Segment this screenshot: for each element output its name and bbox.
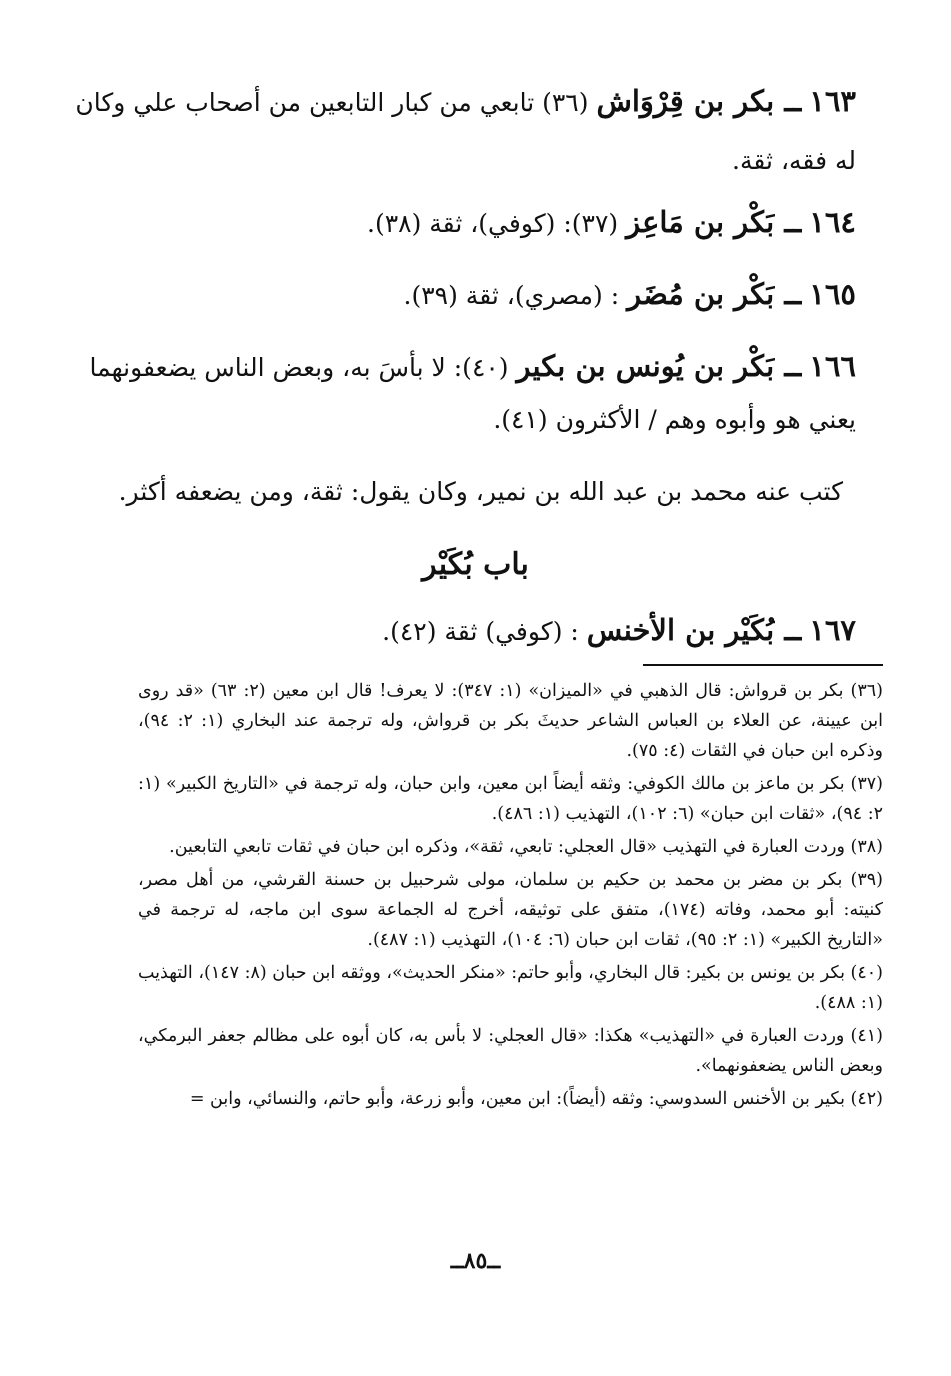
entry-number: ١٦٥ bbox=[809, 277, 856, 311]
entry-164: ١٦٤ ــ بَكْر بن مَاعِز (٣٧): (كوفي)، ثقة (٣٨). bbox=[367, 205, 856, 239]
footnote-40: (٤٠) بكر بن يونس بن بكير: قال البخاري، وأبو حاتم: «منكر الحديث»، ووثقه ابن حبان (٨: ١٤٧)، التهذيب (١: ٤٨٨). bbox=[138, 963, 883, 1013]
footnote-39: (٣٩) بكر بن مضر بن محمد بن حكيم بن سلمان، مولى شرحبيل بن حسنة القرشي، من أهل مصر، كنيته: أبو محمد، وفاته (١٧٤)، متفق على توثيقه، أخرج له الجماعة سوى ابن ماجه، له ترجمة في «التاريخ الكبير» (١: ٢: ٩٥)، ثقات ابن حبان (٦: ١٠٤)، التهذيب (١: ٤٨٧). bbox=[138, 870, 883, 950]
entry-163: ١٦٣ ــ بكر بن قِرْوَاش (٣٦) تابعي من كبار التابعين من أصحاب علي وكان له فقه، ثقة. bbox=[75, 84, 856, 175]
footnote-38: (٣٨) وردت العبارة في التهذيب «قال العجلي: تابعي، ثقة»، وذكره ابن حبان في ثقات تابعي التابعين. bbox=[169, 837, 883, 857]
footnotes bbox=[138, 676, 883, 1117]
entry-167: ١٦٧ ــ بُكَيْر بن الأخنس : (كوفي) ثقة (٤٢). bbox=[382, 613, 856, 647]
page-number: ــ٨٥ــ bbox=[450, 1248, 501, 1274]
entry-165: ١٦٥ ــ بَكْر بن مُضَر : (مصري)، ثقة (٣٩). bbox=[403, 277, 856, 311]
footnote-separator bbox=[643, 664, 883, 666]
entry-name: بَكْر بن مَاعِز bbox=[626, 205, 775, 239]
entry-text: (٤٠): لا بأسَ به، وبعض الناس يضعفونهما يعني هو وأبوه وهم / الأكثرون (٤١). bbox=[89, 353, 856, 434]
entry-number: ١٦٣ bbox=[809, 84, 856, 118]
entry-text: (٣٦) تابعي من كبار التابعين من أصحاب علي وكان له فقه، ثقة. bbox=[75, 88, 856, 175]
entry-166: ١٦٦ ــ بَكْر بن يُونس بن بكير (٤٠): لا بأسَ به، وبعض الناس يضعفونهما يعني هو وأبوه وهم / الأكثرون (٤١). bbox=[89, 349, 856, 434]
footnote-41: (٤١) وردت العبارة في «التهذيب» هكذا: «قال العجلي: لا بأس به، كان أبوه على مظالم جعفر البرمكي، وبعض الناس يضعفونهما». bbox=[138, 1026, 883, 1076]
entry-text: : (مصري)، ثقة (٣٩). bbox=[403, 281, 620, 310]
footnote-36: (٣٦) بكر بن قرواش: قال الذهبي في «الميزان» (١: ٣٤٧): لا يعرف! قال ابن معين (٢: ٦٣) «قد روى ابن عيينة، عن العلاء بن العباس الشاعر حديثَ بكر بن قرواش، وله ترجمة عند البخاري (١: ٢: ٩٤)، وذكره ابن حبان في الثقات (٤: ٧٥). bbox=[138, 681, 883, 761]
entry-name: بَكْر بن يُونس بن بكير bbox=[516, 349, 775, 383]
entry-number: ١٦٦ bbox=[809, 349, 856, 383]
footnote-37: (٣٧) بكر بن ماعز بن مالك الكوفي: وثقه أيضاً ابن معين، وابن حبان، وله ترجمة في «التاريخ الكبير» (١: ٢: ٩٤)، «ثقات ابن حبان» (٦: ١٠٢)، التهذيب (١: ٤٨٦). bbox=[138, 774, 883, 824]
entry-name: بَكْر بن مُضَر bbox=[627, 277, 775, 311]
entry-name: بكر بن قِرْوَاش bbox=[596, 84, 775, 118]
chapter-heading: باب بُكَيْر bbox=[422, 547, 529, 582]
narration-line: كتب عنه محمد بن عبد الله بن نمير، وكان يقول: ثقة، ومن يضعفه أكثر. bbox=[118, 477, 843, 506]
entry-number: ١٦٧ bbox=[809, 613, 856, 647]
entry-number: ١٦٤ bbox=[809, 205, 856, 239]
entry-text: : (كوفي) ثقة (٤٢). bbox=[382, 617, 579, 646]
entry-text: (٣٧): (كوفي)، ثقة (٣٨). bbox=[367, 209, 619, 238]
footnote-42: (٤٢) بكير بن الأخنس السدوسي: وثقه (أيضاً): ابن معين، وأبو زرعة، وأبو حاتم، والنسائي، وابن = bbox=[189, 1089, 883, 1109]
entry-name: بُكَيْر بن الأخنس bbox=[586, 613, 775, 647]
